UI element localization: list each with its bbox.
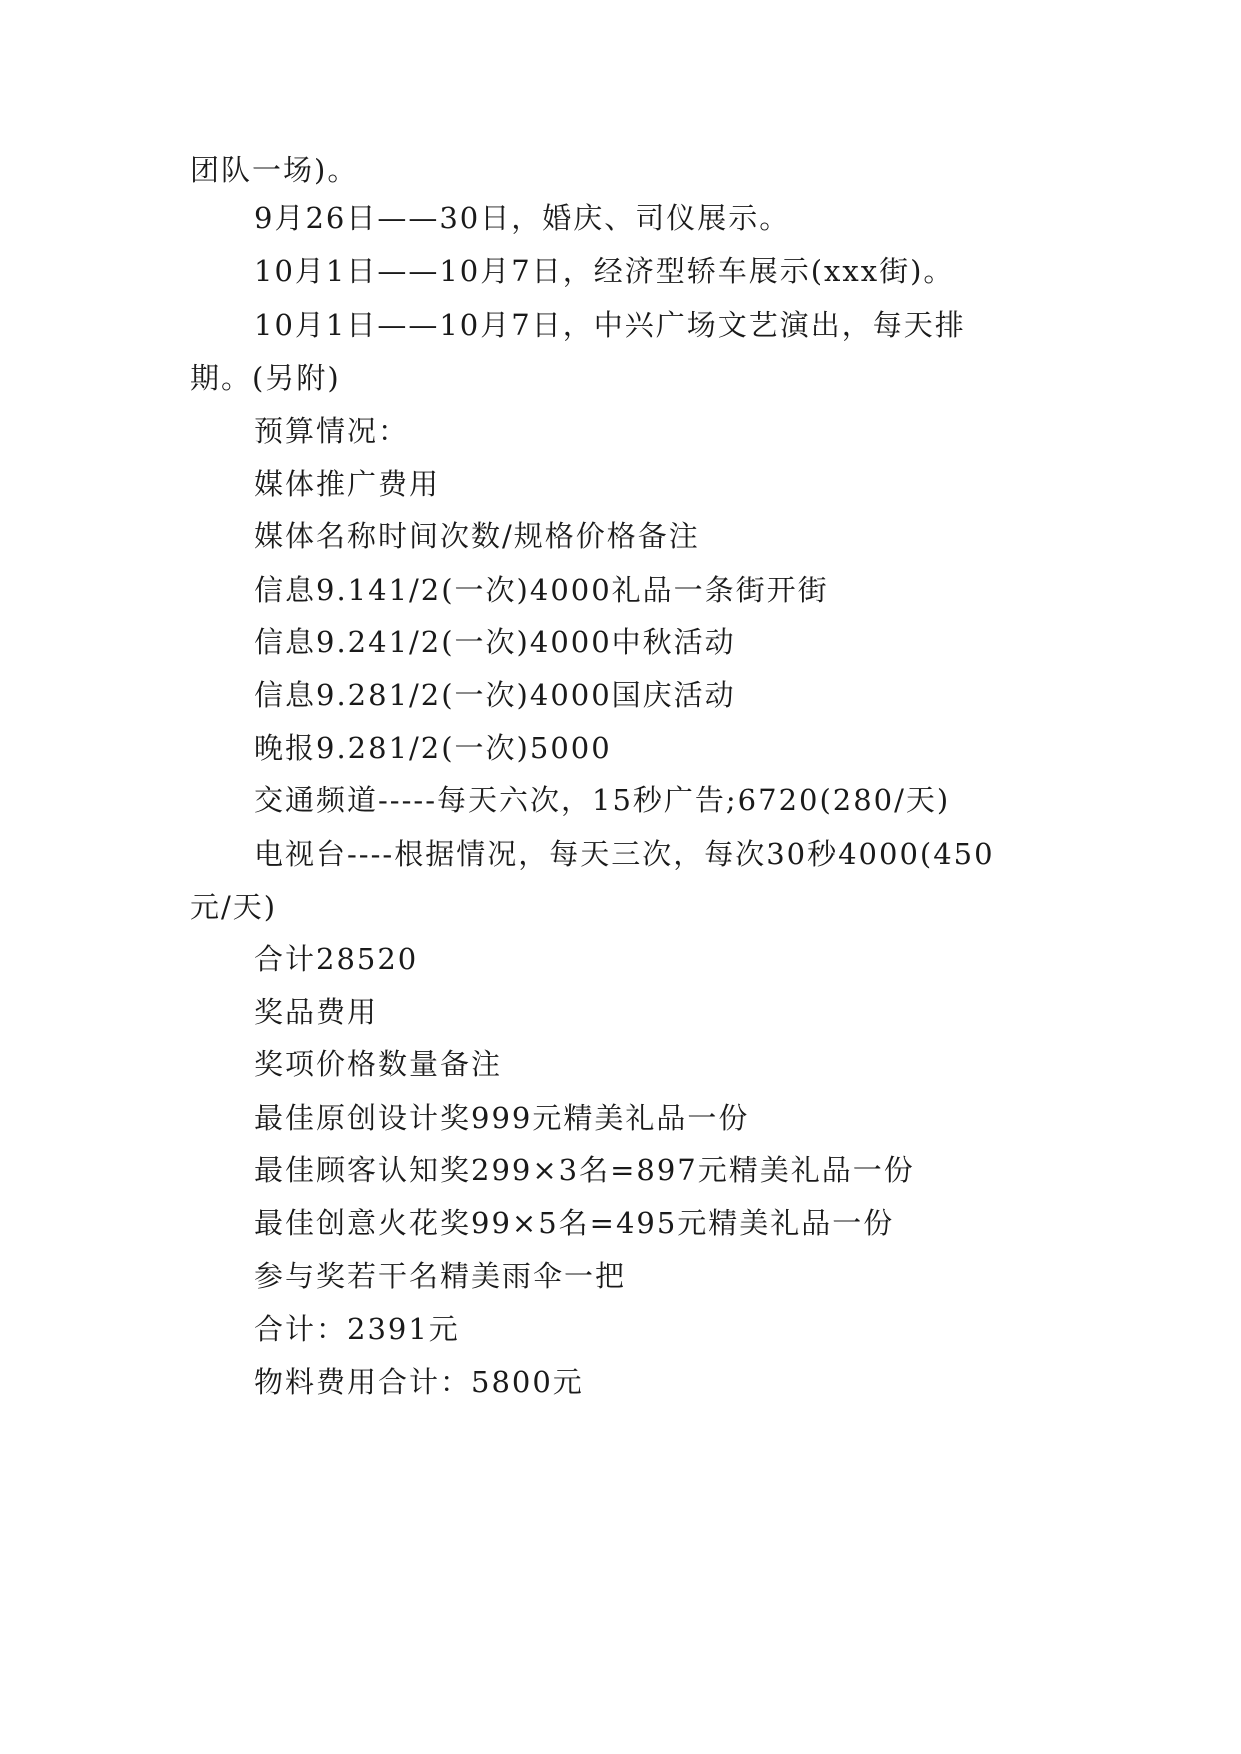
text-line: 奖项价格数量备注 xyxy=(254,1047,503,1081)
text-line: 信息9.241/2(一次)4000中秋活动 xyxy=(254,625,736,659)
text-line: 电视台----根据情况，每天三次，每次30秒4000(450 xyxy=(254,837,995,871)
text-line: 9月26日——30日，婚庆、司仪展示。 xyxy=(254,201,791,235)
text-line: 合计28520 xyxy=(254,942,419,976)
text-line: 交通频道-----每天六次，15秒广告;6720(280/天) xyxy=(254,783,951,817)
text-line: 晚报9.281/2(一次)5000 xyxy=(254,731,612,765)
text-line: 信息9.141/2(一次)4000礼品一条街开街 xyxy=(254,573,829,607)
text-line: 预算情况： xyxy=(254,414,410,448)
text-line: 媒体名称时间次数/规格价格备注 xyxy=(254,519,700,553)
text-line: 最佳顾客认知奖299×3名=897元精美礼品一份 xyxy=(254,1153,915,1187)
text-line: 期。(另附) xyxy=(190,361,341,395)
text-line: 奖品费用 xyxy=(254,995,379,1029)
text-line: 物料费用合计：5800元 xyxy=(254,1365,584,1399)
text-line: 信息9.281/2(一次)4000国庆活动 xyxy=(254,678,736,712)
text-line: 参与奖若干名精美雨伞一把 xyxy=(254,1259,627,1293)
text-line: 元/天) xyxy=(190,890,278,924)
text-line: 团队一场)。 xyxy=(190,153,359,187)
text-line: 10月1日——10月7日，中兴广场文艺演出，每天排 xyxy=(254,308,966,342)
text-line: 最佳原创设计奖999元精美礼品一份 xyxy=(254,1101,750,1135)
text-line: 媒体推广费用 xyxy=(254,467,441,501)
text-line: 合计：2391元 xyxy=(254,1312,460,1346)
text-line: 10月1日——10月7日，经济型轿车展示(xxx街)。 xyxy=(254,254,955,288)
text-line: 最佳创意火花奖99×5名=495元精美礼品一份 xyxy=(254,1206,895,1240)
